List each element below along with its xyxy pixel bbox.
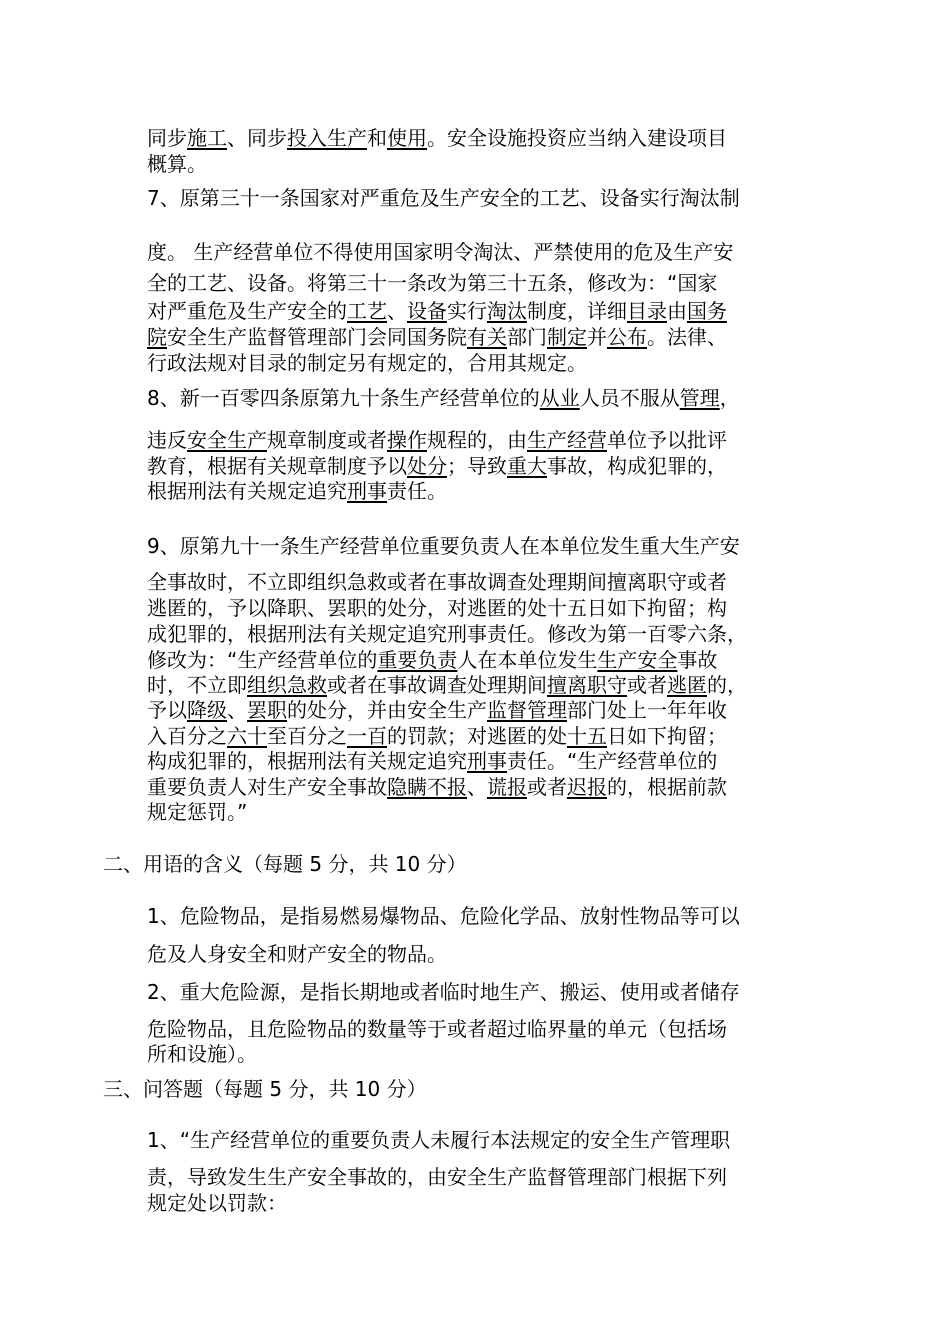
text-run: 部门 (507, 325, 547, 349)
underlined-term: 施工 (187, 126, 227, 150)
text-run: 入百分之 (147, 724, 227, 748)
underlined-term: 国务 (687, 299, 727, 323)
text-run: 和 (367, 126, 387, 150)
text-run: 、同步 (227, 126, 287, 150)
underlined-term: 公布 (607, 325, 647, 349)
text-run: 由 (667, 299, 687, 323)
text-run: ， (719, 386, 740, 410)
underlined-term: 重要负责 (377, 648, 458, 672)
text-line (147, 325, 817, 349)
text-line (147, 775, 817, 799)
text-run: 部门处上一年年收 (567, 698, 727, 722)
text-run: 行政法规对目录的制定另有规定的，合用其规定。 (147, 351, 587, 375)
text-line (147, 186, 817, 210)
text-line (147, 299, 817, 323)
text-line (147, 534, 817, 558)
text-line (147, 698, 817, 722)
text-run: 同步 (147, 126, 187, 150)
text-line (147, 724, 817, 748)
text-run: 予以 (147, 698, 187, 722)
text-run: 或者 (527, 775, 567, 799)
underlined-term: 制定 (547, 325, 587, 349)
text-line (103, 852, 773, 876)
text-run: 违反 (147, 428, 187, 452)
text-run: 至百分之 (267, 724, 347, 748)
text-run: 责，导致发生生产安全事故的，由安全生产监督管理部门根据下列 (147, 1165, 727, 1189)
text-run: 。法律、 (647, 325, 727, 349)
underlined-term: 有关 (467, 325, 507, 349)
underlined-term: 迟报 (567, 775, 607, 799)
text-line (147, 570, 817, 594)
underlined-term: 罢职 (247, 698, 287, 722)
text-line (147, 904, 817, 928)
text-run: 危险物品，且危险物品的数量等于或者超过临界量的单元（包括场 (147, 1017, 727, 1041)
text-run: 。安全设施投资应当纳入建设项目 (427, 126, 727, 150)
text-line (147, 271, 817, 295)
text-line (147, 152, 817, 176)
text-run: 7、原第三十一条国家对严重危及生产安全的工艺、设备实行淘汰制 (147, 186, 740, 210)
underlined-term: 降级 (187, 698, 227, 722)
underlined-term: 淘汰 (487, 299, 527, 323)
text-line (147, 749, 817, 773)
text-line (147, 479, 817, 503)
text-line (147, 240, 817, 264)
underlined-term: 生产安全 (597, 648, 678, 672)
text-line (147, 622, 817, 646)
underlined-term: 刑事 (347, 479, 387, 503)
underlined-term: 十五 (567, 724, 607, 748)
text-run: 危及人身安全和财产安全的物品。 (147, 942, 447, 966)
text-line (147, 1017, 817, 1041)
text-run: 2、重大危险源，是指长期地或者临时地生产、搬运、使用或者储存 (147, 980, 740, 1004)
text-run: ；导致 (447, 454, 507, 478)
text-line (147, 428, 817, 452)
text-run: 的处分，并由安全生产 (287, 698, 487, 722)
underlined-term: 擅离职守 (547, 673, 627, 697)
underlined-term: 一百 (347, 724, 387, 748)
text-line (147, 800, 817, 824)
text-run: 规定惩罚。” (147, 800, 248, 824)
underlined-term: 重大 (507, 454, 547, 478)
text-run: 的罚款；对逃匿的处 (387, 724, 567, 748)
text-run: 三、问答题（每题 5 分，共 10 分） (103, 1077, 427, 1101)
text-line (147, 1165, 817, 1189)
text-run: 或者在事故调查处理期间 (327, 673, 547, 697)
underlined-term: 组织急救 (247, 673, 327, 697)
text-run: 全的工艺、设备。将第三十一条改为第三十五条，修改为：“国家 (147, 271, 718, 295)
text-run: 安全生产监督管理部门会同国务院 (167, 325, 467, 349)
text-run: 或者 (627, 673, 667, 697)
underlined-term: 院 (147, 325, 167, 349)
underlined-term: 操作 (387, 428, 427, 452)
text-run: 人员不服从 (579, 386, 680, 410)
text-run: 人在本单位发生 (457, 648, 598, 672)
text-run: 时，不立即 (147, 673, 247, 697)
text-run: 实行 (447, 299, 487, 323)
text-run: 构成犯罪的，根据刑法有关规定追究 (147, 749, 467, 773)
text-run: 、 (467, 775, 487, 799)
underlined-term: 从业 (539, 386, 580, 410)
text-run: 8、新一百零四条原第九十条生产经营单位的 (147, 386, 540, 410)
underlined-term: 投入生产 (287, 126, 367, 150)
underlined-term: 工艺 (347, 299, 387, 323)
text-line (147, 1042, 817, 1066)
text-run: 事故 (677, 648, 718, 672)
underlined-term: 监督管理 (487, 698, 567, 722)
text-run: 重要负责人对生产安全事故 (147, 775, 387, 799)
underlined-term: 设备 (407, 299, 447, 323)
underlined-term: 处分 (407, 454, 447, 478)
text-run: 并 (587, 325, 607, 349)
underlined-term: 目录 (627, 299, 667, 323)
text-line (147, 673, 817, 697)
text-run: 规章制度或者 (267, 428, 387, 452)
text-line (147, 126, 817, 150)
text-run: 根据刑法有关规定追究 (147, 479, 347, 503)
text-line (147, 980, 817, 1004)
text-run: 全事故时，不立即组织急救或者在事故调查处理期间擅离职守或者 (147, 570, 727, 594)
text-line (147, 596, 817, 620)
text-run: 规程的，由 (427, 428, 527, 452)
underlined-term: 隐瞒不报 (387, 775, 467, 799)
text-run: 单位予以批评 (607, 428, 727, 452)
underlined-term: 六十 (227, 724, 267, 748)
text-run: 、 (227, 698, 247, 722)
underlined-term: 管理 (679, 386, 720, 410)
text-run: 成犯罪的，根据刑法有关规定追究刑事责任。修改为第一百零六条， (147, 622, 747, 646)
text-line (103, 1077, 773, 1101)
text-run: 1、危险物品，是指易燃易爆物品、危险化学品、放射性物品等可以 (147, 904, 740, 928)
text-run: 概算。 (147, 152, 207, 176)
text-run: 的， (707, 673, 747, 697)
text-run: 修改为：“生产经营单位的 (147, 648, 378, 672)
text-run: 所和设施）。 (147, 1042, 257, 1066)
text-run: 对严重危及生产安全的 (147, 299, 347, 323)
text-line (147, 386, 817, 410)
text-run: 1、“生产经营单位的重要负责人未履行本法规定的安全生产管理职 (147, 1128, 731, 1152)
underlined-term: 谎报 (487, 775, 527, 799)
underlined-term: 使用 (387, 126, 427, 150)
text-run: 度。 生产经营单位不得使用国家明令淘汰、严禁使用的危及生产安 (147, 240, 734, 264)
text-run: 二、用语的含义（每题 5 分，共 10 分） (103, 852, 467, 876)
text-run: 的，根据前款 (607, 775, 727, 799)
text-line (147, 1191, 817, 1215)
text-run: 责任。“生产经营单位的 (507, 749, 718, 773)
text-run: 逃匿的，予以降职、罢职的处分，对逃匿的处十五日如下拘留；构 (147, 596, 727, 620)
underlined-term: 生产经营 (527, 428, 607, 452)
underlined-term: 刑事 (467, 749, 507, 773)
text-line (147, 1128, 817, 1152)
underlined-term: 安全生产 (187, 428, 267, 452)
text-line (147, 942, 817, 966)
text-run: 制度，详细 (527, 299, 627, 323)
text-run: 规定处以罚款： (147, 1191, 287, 1215)
text-line (147, 454, 817, 478)
text-line (147, 351, 817, 375)
text-line (147, 648, 817, 672)
underlined-term: 逃匿 (667, 673, 707, 697)
text-run: 、 (387, 299, 407, 323)
text-run: 责任。 (387, 479, 447, 503)
text-run: 日如下拘留； (607, 724, 727, 748)
text-run: 9、原第九十一条生产经营单位重要负责人在本单位发生重大生产安 (147, 534, 740, 558)
text-run: 事故，构成犯罪的， (547, 454, 727, 478)
text-run: 教育，根据有关规章制度予以 (147, 454, 407, 478)
